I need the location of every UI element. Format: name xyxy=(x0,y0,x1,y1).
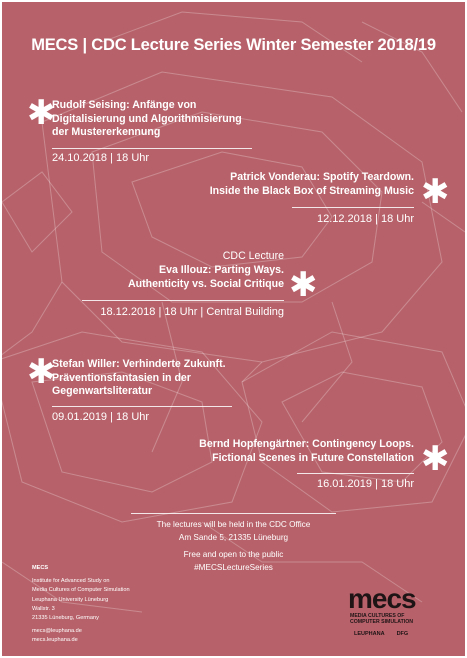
mecs-logo: mecs MEDIA CULTURES OF COMPUTER SIMULATION LEUPHANA DFG xyxy=(348,587,448,637)
lecture-3-label: CDC Lecture xyxy=(222,250,284,262)
asterisk-icon: ✱ xyxy=(289,265,318,305)
divider xyxy=(82,300,284,301)
lecture-5-date: 16.01.2019 | 18 Uhr xyxy=(316,478,414,490)
lecture-5-title: Bernd Hopfengärtner: Contingency Loops. Fictional Scenes in Future Constellation xyxy=(199,438,414,464)
address-block: MECS Institute for Advanced Study on Media Cultures of Computer Simulation Leuphana University Lüneburg Wallstr. 3 21335 Lüneburg, Germany mecs@leuphana.de mecs.leuphana.de xyxy=(32,564,232,646)
website-link[interactable]: mecs.leuphana.de xyxy=(32,637,78,644)
poster xyxy=(2,2,465,656)
lecture-1-date: 24.10.2018 | 18 Uhr xyxy=(52,152,150,164)
divider xyxy=(292,207,414,208)
divider xyxy=(52,406,232,407)
lecture-2-title: Patrick Vonderau: Spotify Teardown. Inside the Black Box of Streaming Music xyxy=(209,171,414,197)
lecture-4-date: 09.01.2019 | 18 Uhr xyxy=(52,411,150,423)
lecture-4-title: Stefan Willer: Verhinderte Zukunft. Präventionsfantasien in der Gegenwartsliteratur xyxy=(52,358,226,398)
partner-logos xyxy=(354,631,448,637)
lecture-3-date: 18.12.2018 | 18 Uhr | Central Building xyxy=(100,306,284,318)
email-link[interactable]: mecs@leuphana.de xyxy=(32,628,82,635)
asterisk-icon: ✱ xyxy=(421,172,450,212)
divider xyxy=(131,513,336,514)
asterisk-icon: ✱ xyxy=(27,93,56,133)
admission-info: Free and open to the public #MECSLectureSeries xyxy=(183,550,284,572)
venue-info: The lectures will be held in the CDC Office Am Sande 5, 21335 Lüneburg xyxy=(156,520,311,542)
dfg-logo: DFG xyxy=(396,631,409,637)
lecture-1-title: Rudolf Seising: Anfänge von Digitalisierung und Algorithmisierung der Mustererkennung xyxy=(52,99,242,139)
lecture-2-date: 12.12.2018 | 18 Uhr xyxy=(316,213,414,225)
leuphana-logo: LEUPHANA xyxy=(354,631,385,637)
asterisk-icon: ✱ xyxy=(421,439,450,479)
lecture-3-title: Eva Illouz: Parting Ways. Authenticity vs. Social Critique xyxy=(128,264,284,290)
asterisk-icon: ✱ xyxy=(27,352,56,392)
divider xyxy=(52,148,252,149)
divider xyxy=(297,473,414,474)
poster-title: MECS | CDC Lecture Series Winter Semester 2018/19 xyxy=(31,36,436,54)
